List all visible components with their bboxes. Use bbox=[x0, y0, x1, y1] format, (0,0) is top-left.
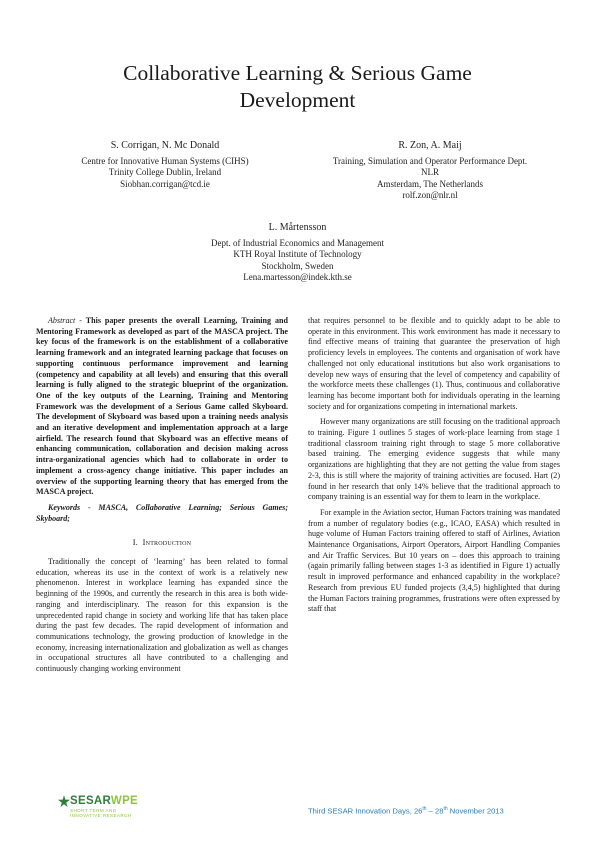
affiliation-line: Centre for Innovative Human Systems (CIHS) bbox=[81, 155, 249, 166]
body-paragraph: Traditionally the concept of ‘learning’ has been related to formal education, whereas its use in the context of work is a relatively new phenomenon. Interest in workplace learning has expanded since the beginning of the 1990s, and currently the research in this area is both wide-ranging and interdisciplinary. The reason for this expansion is the unprecedented rapid change in society and working life that has taken place during the past few decades. The rapid development of information and communications technology, the growing production of knowledge in the economy, increasing internationalization and globalization as well as changes in occupational structures all have contributed to a challenging and continuously changing working environment bbox=[36, 557, 288, 674]
abstract bbox=[36, 316, 288, 498]
author-block-3 bbox=[160, 222, 435, 284]
logo-main: SESAR bbox=[70, 795, 111, 807]
footer-text-part: – 28 bbox=[426, 806, 444, 816]
footer-text-part: November 2013 bbox=[447, 806, 504, 816]
sesar-star-icon bbox=[58, 795, 70, 809]
affiliation-line: Dept. of Industrial Economics and Management bbox=[211, 237, 384, 248]
footer-sup: th bbox=[443, 806, 448, 812]
author-names: R. Zon, A. Maij bbox=[398, 140, 462, 151]
affiliation-line: Trinity College Dublin, Ireland bbox=[108, 167, 222, 178]
author-email: Lena.martesson@indek.kth.se bbox=[243, 272, 352, 283]
affiliation-line: KTH Royal Institute of Technology bbox=[233, 249, 362, 260]
affiliation-line: Amsterdam, The Netherlands bbox=[376, 178, 484, 189]
author-names: L. Mårtensson bbox=[268, 222, 327, 233]
sesar-wpe-logo bbox=[58, 795, 148, 823]
author-email: rolf.zon@nlr.nl bbox=[402, 190, 458, 201]
author-block-1 bbox=[40, 140, 290, 190]
footer-sup: th bbox=[422, 806, 427, 812]
author-names: S. Corrigan, N. Mc Donald bbox=[110, 140, 220, 151]
author-email: Siobhan.corrigan@tcd.ie bbox=[120, 178, 210, 189]
affiliation-line: NLR bbox=[421, 167, 439, 178]
keywords: Keywords - MASCA, Collaborative Learning; Serious Games; Skyboard; bbox=[36, 502, 288, 523]
conference-footer bbox=[308, 806, 548, 816]
paper-title-line-2: Development bbox=[239, 88, 356, 112]
section-title: Introduction bbox=[142, 538, 192, 548]
abstract-label: Abstract - bbox=[48, 316, 82, 325]
logo-subtitle bbox=[70, 808, 132, 818]
section-number: I. bbox=[132, 538, 139, 548]
left-column bbox=[36, 316, 288, 680]
logo-accent: WPE bbox=[110, 795, 139, 807]
section-heading bbox=[36, 538, 288, 549]
right-column bbox=[308, 316, 560, 620]
abstract-text: This paper presents the overall Learning, Training and Mentoring Framework as developed as part of the MASCA project. The key focus of the framework is on the establishment of a collaborative learning framework and an integrated learning package that focuses on supporting continuous performance improvement and learning (competency and capability at all levels) and ensuring that this overall learning is fully aligned to the strategic blueprint of the organization. One of the key outputs of the Learning, Training and Mentoring Framework was the development of a Serious Game called Skyboard. The development of Skyboard was based upon a training needs analysis and an iterative development and implementation approach at a large airfield. The research found that Skyboard was an effective means of enhancing communication, collaboration and decision making across intra-organizational agencies which had to collaborate in order to implement a cross-agency change initiative. This paper includes an overview of the supporting learning theory that has emerged from the MASCA project. bbox=[36, 316, 288, 497]
footer-text-part: Third SESAR Innovation Days, 26 bbox=[308, 806, 423, 816]
body-paragraph: However many organizations are still focusing on the traditional approach to training. Figure 1 outlines 5 stages of work-place learning from stage 1 traditional classroom training right through to stage 5 more collaborative based training. The emerging evidence suggests that while many organizations are highlighting that they are not getting the value from stages 2-3, this is still where the majority of training activities are focused. Hart (2) found in her research that only 14% believe that the traditional approach to company training is an essential way for them to learn in the workplace. bbox=[308, 417, 560, 502]
affiliation-line: Stockholm, Sweden bbox=[261, 260, 334, 271]
logo-wordmark bbox=[70, 795, 138, 807]
body-paragraph: For example in the Aviation sector, Human Factors training was mandated from a number of regulatory bodies (e.g., ICAO, EASA) which resulted in huge volume of Human Factors training offered to staff of Airlines, Aviation Maintenance Organisations, Airport Operators, Airport Handling Companies and Air Traffic Services. But 10 years on – does this approach to training (again primarily falling between stages 1-3 as identified in Figure 1) actually result in improved performance and enhanced capability in the workplace? Research from previous EU funded projects (3,4,5) highlighted that during the Human Factors training programmes, frustrations were often expressed by staff that bbox=[308, 507, 560, 614]
paper-title-line-1: Collaborative Learning & Serious Game bbox=[123, 61, 472, 85]
affiliation-line: Training, Simulation and Operator Performance Dept. bbox=[332, 155, 528, 166]
logo-subtitle-line: INNOVATIVE RESEARCH bbox=[70, 813, 132, 818]
paper-title bbox=[60, 60, 535, 114]
logo-subtitle-line: SHORT TERM AND bbox=[70, 808, 117, 813]
body-paragraph: that requires personnel to be flexible and to quickly adapt to be able to operate in this environment. This work environment has made it necessary to find effective means of training that guarantee the preservation of high proficiency levels in employees. The contents and organisation of work have challenged not only educational institutions but also work organisations to develop new ways of ensuring that the level of competency and capability of the workforce meets these challenges (1). Thus, continuous and collaborative learning has become important both for individuals operating in the learning society and for organizations competing in international markets. bbox=[308, 316, 560, 411]
author-block-2 bbox=[300, 140, 560, 202]
